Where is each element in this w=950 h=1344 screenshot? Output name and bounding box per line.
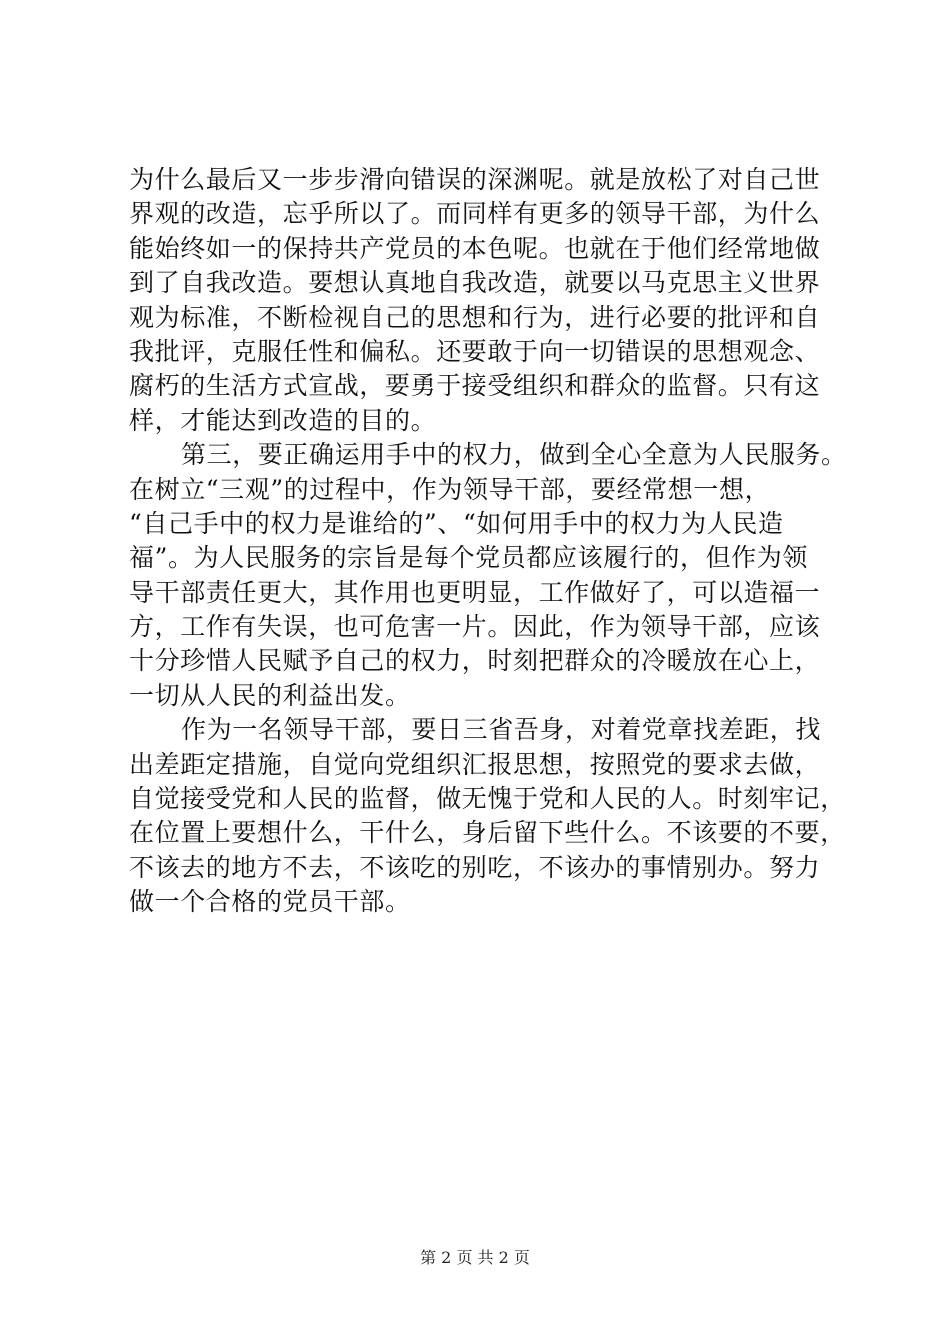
text-line: 自觉接受党和人民的监督，做无愧于党和人民的人。时刻牢记， <box>129 784 846 814</box>
text-line: 到了自我改造。要想认真地自我改造，就要以马克思主义世界 <box>129 268 821 298</box>
text-line: “自己手中的权力是谁给的”、“如何用手中的权力为人民造 <box>129 508 784 538</box>
text-line: 福”。为人民服务的宗旨是每个党员都应该履行的，但作为领 <box>129 543 808 573</box>
text-line: 在位置上要想什么，干什么，身后留下些什么。不该要的不要， <box>129 818 846 848</box>
text-line: 能始终如一的保持共产党员的本色呢。也就在于他们经常地做 <box>129 233 821 263</box>
text-line: 十分珍惜人民赋予自己的权力，时刻把群众的冷暖放在心上， <box>129 646 821 676</box>
text-line: 在树立“三观”的过程中，作为领导干部，要经常想一想， <box>129 474 771 504</box>
text-line: 不该去的地方不去，不该吃的别吃，不该办的事情别办。努力 <box>129 852 821 882</box>
text-line: 出差距定措施，自觉向党组织汇报思想，按照党的要求去做， <box>129 749 821 779</box>
page-footer: 第 2 页 共 2 页 <box>420 1248 530 1267</box>
text-line: 腐朽的生活方式宣战，要勇于接受组织和群众的监督。只有这 <box>129 371 821 401</box>
text-line: 界观的改造，忘乎所以了。而同样有更多的领导干部，为什么 <box>129 199 821 229</box>
text-line: 方，工作有失误，也可危害一片。因此，作为领导干部，应该 <box>129 612 821 642</box>
body-text <box>129 163 847 920</box>
text-line: 第三，要正确运用手中的权力，做到全心全意为人民服务。 <box>181 440 847 470</box>
text-line: 观为标准，不断检视自己的思想和行为，进行必要的批评和自 <box>129 302 821 332</box>
text-line: 我批评，克服任性和偏私。还要敢于向一切错误的思想观念、 <box>129 336 821 366</box>
text-line: 作为一名领导干部，要日三省吾身，对着党章找差距，找 <box>181 715 822 745</box>
text-line: 为什么最后又一步步滑向错误的深渊呢。就是放松了对自己世 <box>129 165 821 194</box>
text-line: 做一个合格的党员干部。 <box>129 887 411 917</box>
text-line: 一切从人民的利益出发。 <box>129 680 411 710</box>
text-line: 导干部责任更大，其作用也更明显，工作做好了，可以造福一 <box>129 577 821 607</box>
text-line: 样，才能达到改造的目的。 <box>129 405 437 435</box>
